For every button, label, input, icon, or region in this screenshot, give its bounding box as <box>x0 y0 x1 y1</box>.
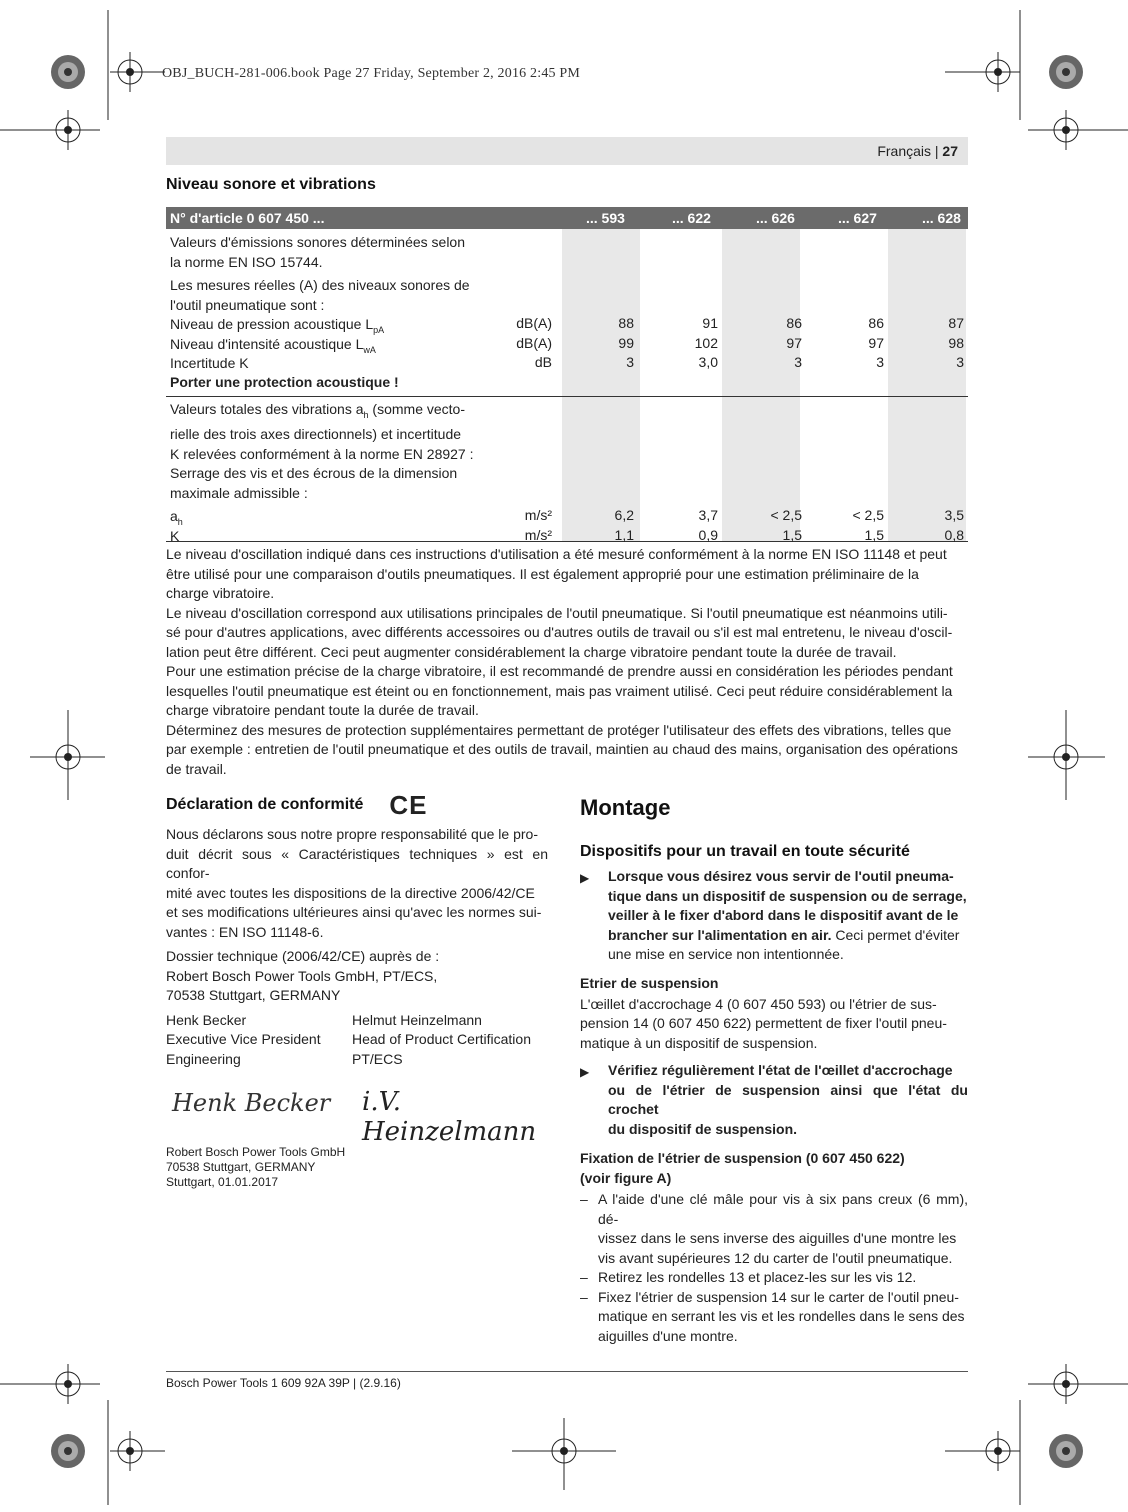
paragraph-line: duit décrit sous « Caractéristiques techniques » est en confor- <box>166 845 548 881</box>
row-value: 87 <box>948 315 964 331</box>
fixation-title <box>580 1149 968 1188</box>
signer-line: Helmut Heinzelmann <box>352 1011 482 1028</box>
column-shade <box>888 229 966 542</box>
title-line: (voir figure A) <box>580 1169 672 1186</box>
row-label-sub: h <box>177 516 183 527</box>
row-label: K <box>170 527 180 544</box>
row-value: 1,5 <box>782 526 802 543</box>
address-line: Stuttgart, 01.01.2017 <box>166 1175 279 1189</box>
table-header-row <box>166 207 968 229</box>
row-label: $a_h$ <box>170 508 183 527</box>
vibration-paragraph <box>166 604 968 663</box>
footer-rule <box>166 1371 968 1372</box>
safety-devices-subtitle: Dispositifs pour un travail en toute sécurité <box>580 843 910 860</box>
paragraph-line: mité avec toutes les dispositions de la directive 2006/42/CE <box>166 884 535 901</box>
hearing-protection-warning: Porter une protection acoustique ! <box>170 374 399 390</box>
conformity-title: Déclaration de conformité <box>166 796 364 813</box>
dash-marker: – <box>580 1269 588 1285</box>
step-line: vissez dans le sens inverse des aiguilles d'une montre les <box>598 1230 957 1246</box>
step-item <box>580 1190 968 1268</box>
book-info-line: OBJ_BUCH-281-006.book Page 27 Friday, September 2, 2016 2:45 PM <box>162 66 581 81</box>
ce-mark: CE <box>389 790 428 820</box>
row-value: 0,9 <box>698 526 718 543</box>
paragraph-line: par exemple : entretien de l'outil pneumatique et des outils de travail, maintien au chaud des mains, organisation des opérations <box>166 741 958 757</box>
col-header: ... 626 <box>756 210 795 226</box>
row-value: 3 <box>876 354 884 370</box>
signer-heinzelmann <box>352 1011 531 1070</box>
paragraph-line: lation peut être différent. Ceci peut augmenter considérablement la charge vibratoire pendant toute la durée de travail. <box>166 643 897 660</box>
paragraph-line: Déterminez des mesures de protection supplémentaires permettant de protéger l'utilisateur des effets des vibrations, telles que <box>166 721 952 738</box>
row-value: 86 <box>786 315 802 331</box>
step-text <box>598 1268 916 1288</box>
row-label: Incertitude K <box>170 355 249 371</box>
check-bullet <box>580 1061 968 1139</box>
table-divider <box>166 396 968 397</box>
paragraph-line: Le niveau d'oscillation correspond aux utilisations principales de l'outil pneumatique. Si l'outil pneumatique est néanmoins utili- <box>166 604 948 621</box>
row-label: Niveau de pression acoustique $L_{pA}$ <box>170 316 385 335</box>
row-value: 3,0 <box>698 354 718 370</box>
conformity-body <box>166 825 548 942</box>
col-header: ... 628 <box>922 210 961 226</box>
paragraph-line: charge vibratoire. <box>166 585 275 601</box>
signers <box>166 1011 548 1070</box>
paragraph-line: Pour une estimation précise de la charge vibratoire, il est recommandé de prendre aussi en considération les périodes pendant <box>166 663 953 679</box>
address-line: 70538 Stuttgart, GERMANY <box>166 1160 316 1174</box>
article-header: N° d'article 0 607 450 ... <box>170 210 325 226</box>
paragraph-line: charge vibratoire pendant toute la durée de travail. <box>166 702 479 718</box>
col-header: ... 593 <box>586 210 625 226</box>
row-value: 6,2 <box>614 507 634 523</box>
signer-becker <box>166 1011 352 1070</box>
page-number: Français | 27 <box>877 143 958 159</box>
conformity-section <box>166 790 548 1190</box>
bullet-arrow-icon: ▶ <box>580 1065 590 1079</box>
row-unit: m/s² <box>524 526 552 543</box>
row-value: 3,5 <box>944 507 964 523</box>
vibration-paragraph <box>166 662 968 721</box>
column-shade <box>722 229 800 542</box>
row-value: 0,8 <box>944 526 964 543</box>
col-header: ... 622 <box>672 210 711 226</box>
bullet-arrow-icon: ▶ <box>580 871 590 885</box>
row-unit: m/s² <box>524 507 552 523</box>
title-line: Fixation de l'étrier de suspension (0 607 450 622) <box>580 1150 905 1166</box>
row-value: 88 <box>618 315 634 331</box>
dash-marker: – <box>580 1288 588 1305</box>
step-item <box>580 1268 968 1288</box>
vibration-intro: Valeurs totales des vibrations $a_h$ (somme vecto- rielle des trois axes directionnels) et incertitude K relevées conformément à la norme EN 28927 : Serrage des vis et des écrous de la dimension maximale admissible : <box>170 401 474 501</box>
signatures <box>166 1069 548 1147</box>
column-shade <box>562 229 640 542</box>
paragraph-line: pension 14 (0 607 450 622) permettent de fixer l'outil pneu- <box>580 1015 947 1031</box>
paragraph-line: L'œillet d'accrochage 4 (0 607 450 593) ou l'étrier de sus- <box>580 995 937 1012</box>
step-line: matique en serrant les vis et les rondelles dans le sens des <box>598 1308 965 1324</box>
etrier-title: Etrier de suspension <box>580 974 719 991</box>
row-value: 3 <box>626 354 634 370</box>
row-value: 1,1 <box>614 526 634 543</box>
paragraph-line: vantes : EN ISO 11148-6. <box>166 923 324 940</box>
row-value: 3 <box>956 354 964 370</box>
paragraph-line: Le niveau d'oscillation indiqué dans ces instructions d'utilisation a été mesuré conformément à la norme EN ISO 11148 et peut <box>166 546 947 562</box>
step-line: aiguilles d'une montre. <box>598 1327 738 1344</box>
bullet-line: Vérifiez régulièrement l'état de l'œillet d'accrochage <box>608 1062 953 1078</box>
dash-marker: – <box>580 1191 588 1207</box>
signer-line: Head of Product Certification <box>352 1031 531 1047</box>
row-value: 99 <box>618 334 634 351</box>
paragraph-line: lesquelles l'outil pneumatique est éteint ou en fonctionnement, mais pas vraiment utilisé. Ceci peut réduire considérablement la <box>166 682 953 699</box>
row-value: 86 <box>868 315 884 331</box>
montage-title: Montage <box>580 795 671 820</box>
paragraph-line: 70538 Stuttgart, GERMANY <box>166 987 341 1003</box>
step-text <box>598 1190 968 1268</box>
row-value: 3 <box>794 354 802 370</box>
row-value: 97 <box>868 334 884 351</box>
vibration-paragraph <box>166 721 968 780</box>
step-line: vis avant supérieures 12 du carter de l'outil pneumatique. <box>598 1249 953 1266</box>
row-value: < 2,5 <box>852 507 884 523</box>
noise-intro: Valeurs d'émissions sonores déterminées selon la norme EN ISO 15744. Les mesures réelles (A) des niveaux sonores de l'outil pneumatique sont : <box>170 234 470 313</box>
row-value: 3,7 <box>698 507 718 523</box>
paragraph-line: matique à un dispositif de suspension. <box>580 1034 818 1051</box>
paragraph-line: Nous déclarons sous notre propre responsabilité que le pro- <box>166 826 538 842</box>
paragraph-line: être utilisé pour une comparaison d'outils pneumatiques. Il est également approprié pour une estimation préliminaire de la <box>166 565 919 582</box>
paragraph-line: de travail. <box>166 760 227 777</box>
paragraph-line: Dossier technique (2006/42/CE) auprès de : <box>166 948 440 964</box>
table-bottom-line <box>166 541 968 542</box>
row-unit: dB <box>534 354 552 370</box>
step-item <box>580 1288 968 1347</box>
noise-section-title: Niveau sonore et vibrations <box>166 176 376 193</box>
vibration-paragraph <box>166 545 968 604</box>
page-header-bar <box>166 137 968 165</box>
signature-becker: Henk Becker <box>172 1089 331 1117</box>
footer-text: Bosch Power Tools 1 609 92A 39P | (2.9.16) <box>166 1376 401 1390</box>
signer-line: Henk Becker <box>166 1011 247 1028</box>
row-value: 1,5 <box>864 526 884 543</box>
row-label-sub: wA <box>363 344 376 355</box>
row-label: Niveau d'intensité acoustique $L_{wA}$ <box>170 335 376 355</box>
signer-line: PT/ECS <box>352 1050 403 1067</box>
technical-dossier <box>166 947 548 1006</box>
row-value: 97 <box>786 334 802 351</box>
signer-line: Engineering <box>166 1050 241 1067</box>
bullet-line: du dispositif de suspension. <box>608 1120 798 1137</box>
safety-bullet: ▶ Lorsque vous désirez vous servir de l'outil pneuma- tique dans un dispositif de suspension ou de serrage, veiller à le fixer d'abord dans le dispositif avant de le brancher sur l'alimentation en air. Ceci permet d'éviter une mise en service non intentionnée. <box>580 867 968 965</box>
paragraph-line: sé pour d'autres applications, avec différents accessoires ou d'autres outils de travail ou s'il est mal entretenu, le niveau d'oscil- <box>166 624 953 640</box>
row-unit: dB(A) <box>516 334 552 351</box>
bullet-line: ou de l'étrier de suspension ainsi que l'état du crochet <box>608 1081 968 1117</box>
montage-section <box>580 795 968 1346</box>
signature-heinzelmann: i.V. Heinzelmann <box>362 1087 537 1147</box>
vibration-notes <box>166 545 968 779</box>
step-line: A l'aide d'une clé mâle pour vis à six pans creux (6 mm), dé- <box>598 1191 968 1227</box>
row-value: 98 <box>948 334 964 351</box>
row-value: 91 <box>702 315 718 331</box>
step-line: Fixez l'étrier de suspension 14 sur le carter de l'outil pneu- <box>598 1288 959 1305</box>
address-line: Robert Bosch Power Tools GmbH <box>166 1145 346 1159</box>
noise-vibration-table <box>166 207 968 542</box>
row-label-sub: pA <box>373 324 385 335</box>
row-value: < 2,5 <box>770 507 802 523</box>
paragraph-line: et ses modifications ultérieures ainsi qu'avec les normes sui- <box>166 904 542 920</box>
col-header: ... 627 <box>838 210 877 226</box>
step-text <box>598 1288 965 1347</box>
row-value: 102 <box>694 334 718 351</box>
etrier-text <box>580 995 968 1054</box>
row-unit: dB(A) <box>516 315 552 331</box>
fixation-steps <box>580 1190 968 1346</box>
step-line: Retirez les rondelles 13 et placez-les sur les vis 12. <box>598 1269 917 1285</box>
paragraph-line: Robert Bosch Power Tools GmbH, PT/ECS, <box>166 967 438 984</box>
signer-line: Executive Vice President <box>166 1031 321 1047</box>
company-address <box>166 1145 548 1190</box>
